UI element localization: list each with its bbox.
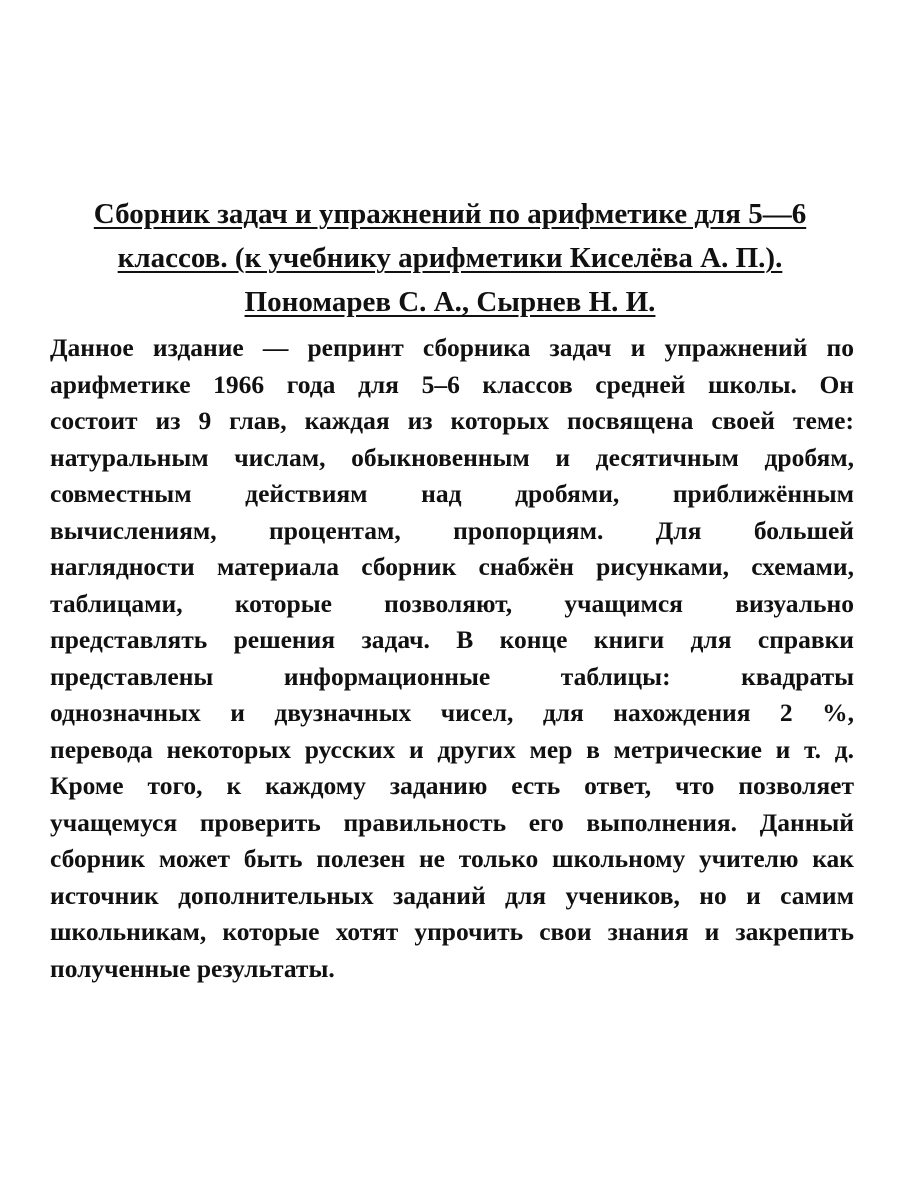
description-line: арифметике 1966 года для 5–6 классов средней школы. Он [50, 369, 854, 399]
description-line: наглядности материала сборник снабжён рисунками, схемами, [50, 552, 854, 581]
description-line: таблицами, которые позволяют, учащимся визуально [50, 588, 854, 618]
description-line: Кроме того, к каждому заданию есть ответ, что позволяет [50, 771, 854, 800]
description-line: сборник может быть полезен не только школьному учителю как [50, 844, 854, 873]
description-line: Данное издание — репринт сборника задач и упражнений по [50, 333, 854, 362]
title-line-1: Сборник задач и упражнений по арифметике для 5—6 [93, 198, 807, 230]
description-line: представлены информационные таблицы: квадраты [50, 661, 854, 691]
book-title [40, 192, 860, 324]
description-line: однозначных и двузначных чисел, для нахождения 2 %, [50, 698, 854, 727]
description-line: школьникам, которые хотят упрочить свои знания и закрепить [50, 917, 854, 946]
book-description [50, 330, 854, 987]
description-line: полученные результаты. [50, 953, 335, 983]
description-line: учащемуся проверить правильность его выполнения. Данный [50, 807, 854, 837]
description-line: совместным действиям над дробями, приближённым [50, 479, 854, 508]
title-authors: Пономарев С. А., Сырнев Н. И. [244, 286, 656, 318]
description-line: состоит из 9 глав, каждая из которых посвящена своей теме: [50, 406, 854, 435]
description-line: натуральным числам, обыкновенным и десятичным дробям, [50, 442, 854, 472]
description-line: вычислениям, процентам, пропорциям. Для большей [50, 515, 854, 545]
description-line: источник дополнительных заданий для учеников, но и самим [50, 880, 854, 910]
description-line: перевода некоторых русских и других мер в метрические и т. д. [50, 734, 854, 764]
title-line-2: классов. (к учебнику арифметики Киселёва А. П.). [117, 242, 783, 274]
description-line: представлять решения задач. В конце книги для справки [50, 625, 854, 654]
